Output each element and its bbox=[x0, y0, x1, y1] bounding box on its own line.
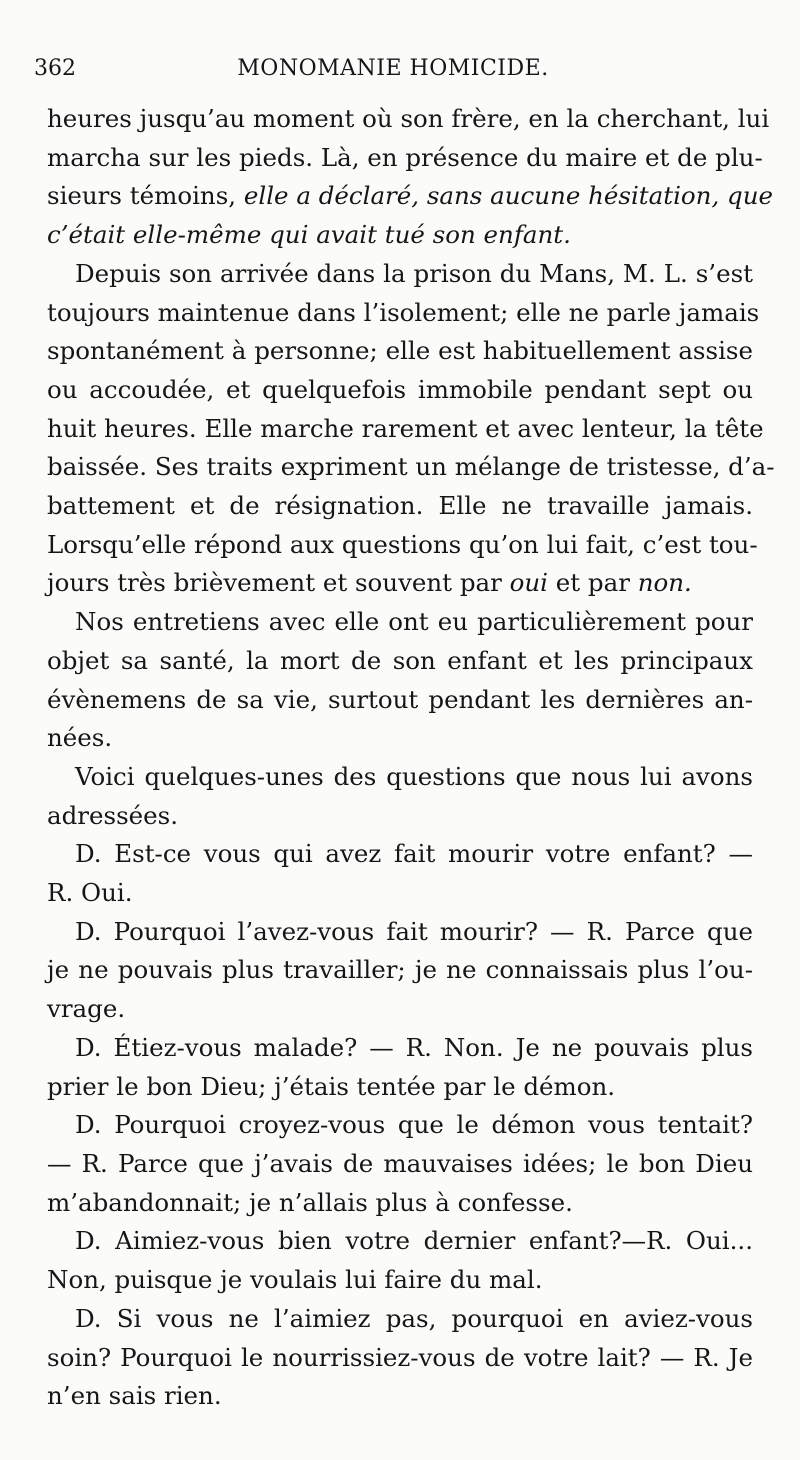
italic-text: elle a déclaré, sans aucune hésitation, que bbox=[243, 181, 774, 211]
text-line bbox=[47, 216, 753, 255]
page-header bbox=[34, 56, 752, 96]
text-run: D. Pourquoi l’avez-vous fait mourir? — R. Parce que bbox=[75, 916, 753, 946]
text-run: adressées. bbox=[47, 800, 179, 830]
text-line bbox=[47, 1261, 753, 1300]
text-line bbox=[47, 1339, 753, 1378]
text-run: nées. bbox=[47, 723, 113, 753]
text-run: évènemens de sa vie, surtout pendant les dernières an- bbox=[47, 684, 753, 714]
text-run: D. Aimiez-vous bien votre dernier enfant?—R. Oui... bbox=[75, 1226, 753, 1256]
text-line bbox=[47, 177, 774, 216]
italic-text: c’était elle-même qui avait tué son enfant. bbox=[47, 220, 571, 250]
text-line bbox=[47, 913, 753, 952]
text-line bbox=[47, 1106, 753, 1145]
text-run: soin? Pourquoi le nourrissiez-vous de votre lait? — R. Je bbox=[47, 1342, 753, 1372]
text-run: D. Pourquoi croyez-vous que le démon vous tentait? bbox=[75, 1110, 753, 1140]
text-run: ou accoudée, et quelquefois immobile pendant sept ou bbox=[47, 374, 753, 404]
text-run: jours très brièvement et souvent par bbox=[47, 568, 510, 598]
text-line bbox=[47, 797, 753, 836]
text-run: Voici quelques-unes des questions que nous lui avons bbox=[75, 761, 753, 791]
italic-text: oui bbox=[509, 568, 548, 598]
text-line bbox=[47, 681, 753, 720]
italic-text: non. bbox=[637, 568, 692, 598]
text-run: prier le bon Dieu; j’étais tentée par le démon. bbox=[47, 1071, 616, 1101]
text-line bbox=[47, 1184, 753, 1223]
text-run: huit heures. Elle marche rarement et avec lenteur, la tête bbox=[47, 413, 764, 443]
text-run: D. Est-ce vous qui avez fait mourir votre enfant? — bbox=[75, 839, 753, 869]
text-run: n’en sais rien. bbox=[47, 1381, 222, 1411]
text-line bbox=[47, 719, 753, 758]
text-run: spontanément à personne; elle est habituellement assise bbox=[47, 336, 753, 366]
text-line bbox=[47, 758, 753, 797]
text-line bbox=[47, 564, 753, 603]
text-line bbox=[47, 448, 775, 487]
text-line bbox=[47, 255, 753, 294]
text-line bbox=[47, 1222, 753, 1261]
text-run: sieurs témoins, bbox=[47, 181, 244, 211]
text-run: heures jusqu’au moment où son frère, en la cherchant, lui bbox=[47, 104, 770, 133]
text-line bbox=[47, 371, 753, 410]
text-line bbox=[47, 1300, 753, 1339]
text-line bbox=[47, 487, 753, 526]
text-run: Non, puisque je voulais lui faire du mal. bbox=[47, 1265, 543, 1295]
text-line bbox=[47, 1068, 753, 1107]
text-line bbox=[47, 410, 764, 449]
body-text bbox=[47, 100, 775, 1416]
text-run: objet sa santé, la mort de son enfant et les principaux bbox=[47, 645, 753, 675]
text-run: battement et de résignation. Elle ne travaille jamais. bbox=[47, 491, 753, 521]
text-run: marcha sur les pieds. Là, en présence du maire et de plu- bbox=[47, 142, 763, 172]
text-line bbox=[47, 294, 760, 333]
text-line bbox=[47, 100, 770, 139]
text-run: vrage. bbox=[47, 994, 126, 1024]
text-line bbox=[47, 1377, 753, 1416]
text-run: D. Étiez-vous malade? — R. Non. Je ne pouvais plus bbox=[75, 1032, 753, 1062]
text-run: — R. Parce que j’avais de mauvaises idées; le bon Dieu bbox=[47, 1148, 753, 1178]
text-line bbox=[47, 835, 753, 874]
text-line bbox=[47, 990, 753, 1029]
text-line bbox=[47, 951, 753, 990]
text-run: D. Si vous ne l’aimiez pas, pourquoi en aviez-vous bbox=[75, 1303, 753, 1333]
text-run: R. Oui. bbox=[47, 878, 133, 908]
text-line bbox=[47, 139, 763, 178]
text-line bbox=[47, 1029, 753, 1068]
text-line bbox=[47, 874, 753, 913]
text-line bbox=[47, 603, 753, 642]
text-line bbox=[47, 642, 753, 681]
text-run: je ne pouvais plus travailler; je ne connaissais plus l’ou- bbox=[47, 955, 753, 985]
text-run: et par bbox=[547, 568, 638, 598]
text-run: m’abandonnait; je n’allais plus à confesse. bbox=[47, 1187, 573, 1217]
page-number: 362 bbox=[34, 56, 76, 81]
text-line bbox=[47, 526, 758, 565]
text-run: Lorsqu’elle répond aux questions qu’on lui fait, c’est tou- bbox=[47, 529, 758, 559]
text-run: baissée. Ses traits expriment un mélange de tristesse, d’a- bbox=[47, 452, 775, 482]
text-run: Nos entretiens avec elle ont eu particulièrement pour bbox=[75, 607, 753, 637]
text-line bbox=[47, 332, 753, 371]
running-title: MONOMANIE HOMICIDE. bbox=[237, 56, 549, 81]
text-run: toujours maintenue dans l’isolement; elle ne parle jamais bbox=[47, 297, 760, 327]
text-line bbox=[47, 1145, 753, 1184]
text-run: Depuis son arrivée dans la prison du Mans, M. L. s’est bbox=[75, 258, 753, 288]
